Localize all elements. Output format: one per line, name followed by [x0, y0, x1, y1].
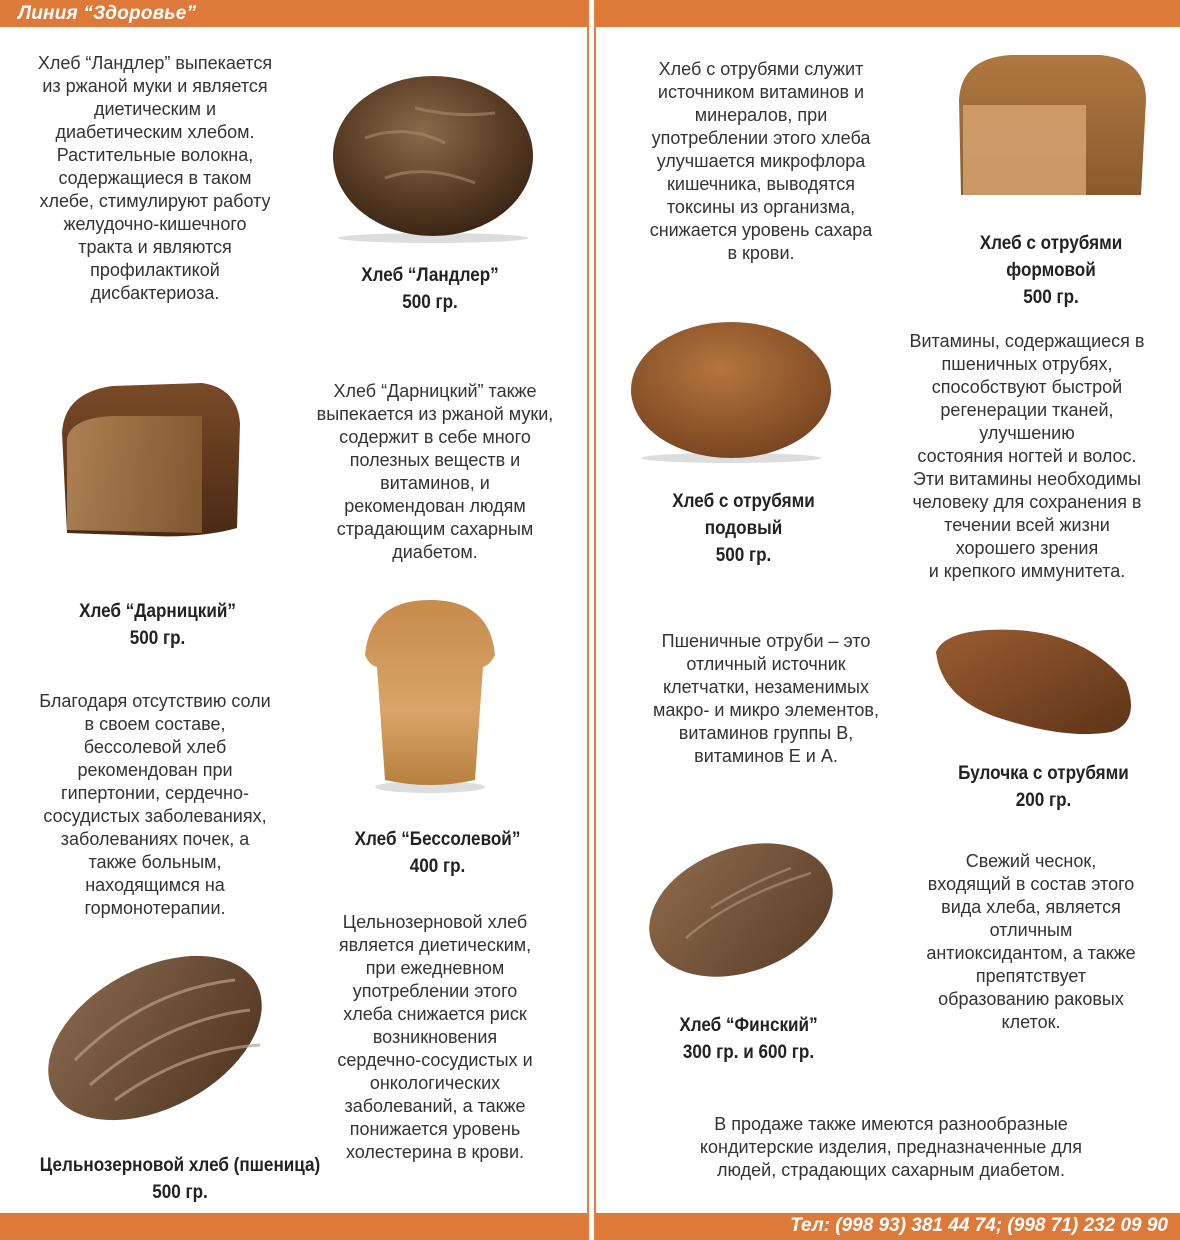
landler-weight: 500 гр. — [402, 292, 458, 313]
darnitsky-name: Хлеб “Дарницкий” — [79, 601, 236, 622]
bran-form-name2: формовой — [1006, 260, 1096, 281]
round-rye-loaf-image — [325, 68, 540, 243]
finnish-loaf-image — [641, 828, 841, 988]
bran-form-label — [939, 230, 1164, 311]
wholegrain-label — [27, 1152, 333, 1206]
bran-form-description: Хлеб с отрубями служит источником витаминов и минералов, при употреблении этого хлеба улучшается микрофлора кишечника, выводятся токсины из организма, снижается уровень сахара в крови. — [649, 59, 873, 263]
landler-description: Хлеб “Ландлер” выпекается из ржаной муки и является диетическим и диабетическим хлебом. Растительные волокна, содержащиеся в таком хлебе, стимулируют работу желудочно-кишечного тракта и являются профилактикой дисбактериоза. — [37, 53, 273, 303]
header-bar — [0, 0, 587, 27]
bran-bun-name: Булочка с отрубями — [958, 763, 1129, 784]
oval-wholegrain-loaf-image — [35, 950, 275, 1125]
darnitsky-weight: 500 гр. — [129, 628, 186, 649]
bran-hearth-description: Витамины, содержащиеся в пшеничных отрубях, способствуют быстрой регенерации тканей, улучшению состояния ногтей и волос. Эти витамины необходимы человеку для сохранения в течении всей жизни хорошего зрения и крепкого иммунитета. — [909, 331, 1145, 581]
bran-form-name1: Хлеб с отрубями — [979, 233, 1123, 254]
tall-wheat-loaf-image — [355, 595, 505, 795]
wholegrain-description: Цельнозерновой хлеб является диетическим, при ежедневном употреблении этого хлеба снижается риск возникновения сердечно-сосудистых и онкологических заболеваний, а также понижается уровень холестерина в крови. — [337, 912, 533, 1162]
darnitsky-description: Хлеб “Дарницкий” также выпекается из ржаной муки, содержит в себе много полезных веществ и витаминов, и рекомендован людям страдающим сахарным диабетом. — [316, 381, 554, 562]
footer-bar-left — [0, 1213, 587, 1240]
darnitsky-label — [52, 598, 264, 652]
footer-bar — [596, 1213, 1180, 1240]
finsky-weight: 300 гр. и 600 гр. — [682, 1042, 815, 1063]
bran-hearth-label — [629, 488, 859, 569]
bessolevoy-label — [332, 826, 544, 880]
confectionery-note: В продаже также имеются разнообразные кондитерские изделия, предназначенные для людей, страдающих сахарным диабетом. — [699, 1114, 1083, 1180]
wholegrain-weight: 500 гр. — [152, 1182, 208, 1203]
landler-label — [322, 262, 538, 316]
finsky-label — [629, 1012, 868, 1066]
header-title: Линия “Здоровье” — [18, 3, 197, 24]
bran-hearth-weight: 500 гр. — [715, 545, 772, 566]
finsky-description: Свежий чеснок, входящий в состав этого вида хлеба, является отличным антиоксидантом, а также препятствует образованию раковых клеток. — [926, 851, 1136, 1032]
right-panel — [594, 0, 1180, 1240]
wholegrain-name: Цельнозерновой хлеб (пшеница) — [39, 1155, 321, 1176]
bran-bun-weight: 200 гр. — [1015, 790, 1072, 811]
bessolevoy-description: Благодаря отсутствию соли в своем составе, бессолевой хлеб рекомендован при гипертонии, сердечно- сосудистых заболеваниях, заболеваниях почек, а также больным, находящимся на гормонотерапии. — [39, 691, 271, 918]
bran-bun-label — [938, 760, 1150, 814]
bran-brick-loaf-image — [951, 50, 1151, 205]
bran-hearth-name1: Хлеб с отрубями — [672, 491, 815, 512]
left-panel — [0, 0, 589, 1240]
brick-rye-loaf-image — [52, 378, 247, 540]
finsky-name: Хлеб “Финский” — [679, 1015, 818, 1036]
header-bar-right — [596, 0, 1180, 27]
landler-name: Хлеб “Ландлер” — [361, 265, 499, 286]
footer-phone: Тел: (998 93) 381 44 74; (998 71) 232 09 90 — [790, 1215, 1168, 1236]
bran-bun-image — [926, 622, 1146, 742]
bessolevoy-name: Хлеб “Бессолевой” — [354, 829, 521, 850]
bran-round-loaf-image — [626, 318, 836, 463]
bessolevoy-weight: 400 гр. — [409, 856, 466, 877]
bran-bun-description: Пшеничные отруби – это отличный источник клетчатки, незаменимых макро- и микро элементов, витаминов группы В, витаминов Е и А. — [653, 631, 879, 766]
bran-hearth-name2: подовый — [704, 518, 783, 539]
bran-form-weight: 500 гр. — [1023, 287, 1079, 308]
